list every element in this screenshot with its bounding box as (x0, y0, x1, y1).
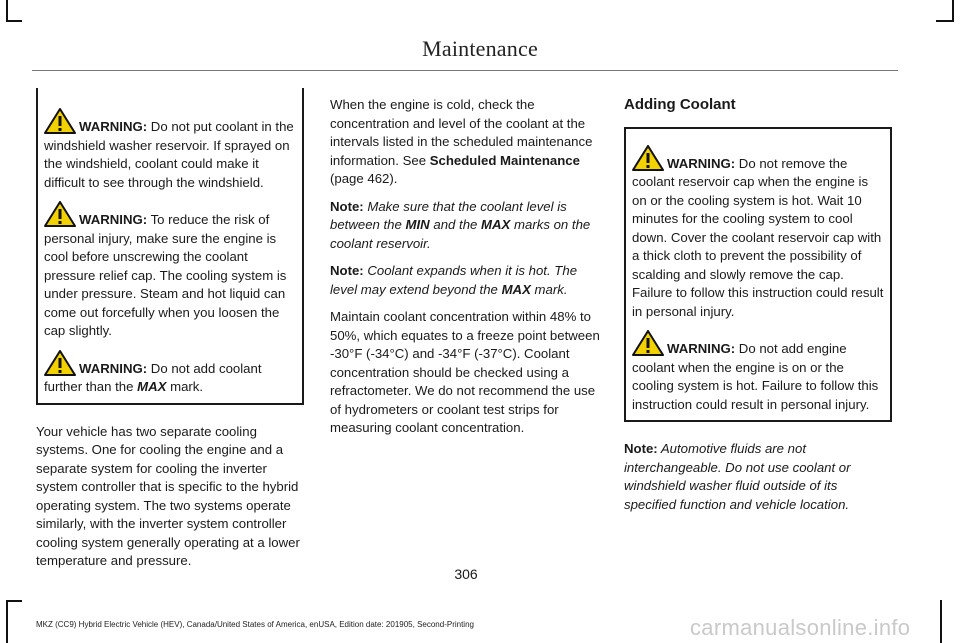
warning-label: WARNING: (79, 360, 148, 376)
warning-3 (44, 350, 298, 397)
max-mark: MAX (501, 281, 531, 297)
page-title: Maintenance (422, 36, 538, 61)
title-divider (32, 70, 898, 71)
scheduled-maintenance-link[interactable]: Scheduled Maintenance (429, 152, 580, 168)
warning-4 (632, 145, 886, 322)
max-mark: MAX (481, 217, 511, 232)
warning-1 (44, 108, 298, 192)
note-text: marks on the coolant reservoir. (330, 217, 591, 251)
note-text: Automotive fluids are not interchangeable. Do not use coolant or windshield washer fluid outside of its specified function and vehicle location. (624, 441, 851, 512)
note-coolant-level (330, 198, 600, 254)
concentration-paragraph: Maintain coolant concentration within 48% to 50%, which equates to a freeze point between -30°F (-34°C) and -34°F (-37°C). Coolant concentration should be checked using a refractometer. We do not recommend the use of hydrometers or coolant test strips for measuring coolant concentration. (330, 309, 600, 435)
column-left (36, 88, 304, 580)
warning-triangle-icon (44, 201, 76, 227)
crop-mark-top-right-h (936, 20, 952, 22)
column-middle (330, 96, 600, 447)
warning-label: WARNING: (79, 212, 148, 227)
warning-triangle-icon (44, 108, 76, 134)
crop-mark-bottom-left-v (6, 600, 8, 643)
warning-text: Do not remove the coolant reservoir cap when the engine is on or the cooling system is hot. Wait 10 minutes for the cooling system to cool down. Cover the coolant reservoir cap with a thick cloth to prevent the possibility of scalding and slowly remove the cap. Failure to follow this instruction could result in personal injury. (632, 155, 884, 319)
paragraph-text: (page 462). (330, 171, 398, 186)
note-text: Coolant expands when it is hot. The level may extend beyond the (330, 263, 578, 297)
warning-label: WARNING: (667, 155, 736, 171)
warning-2 (44, 201, 298, 341)
crop-mark-bottom-right-v (940, 600, 942, 643)
warning-text: To reduce the risk of personal injury, make sure the engine is cool before unscrewing the coolant pressure relief cap. The cooling system is under pressure. Steam and hot liquid can come out forcefully when you loosen the cap slightly. (44, 212, 287, 338)
note-label: Note: (624, 441, 658, 456)
page-number: 306 (454, 566, 478, 582)
watermark: carmanualsonline.info (690, 615, 911, 640)
crop-mark-top-left-v (6, 0, 8, 22)
note-text: and the (429, 217, 482, 232)
warning-5 (632, 330, 886, 414)
max-mark: MAX (137, 379, 167, 394)
crop-mark-bottom-left-h (6, 600, 22, 602)
warning-box-right (624, 127, 892, 423)
check-coolant-paragraph (330, 96, 600, 189)
warning-text: Do not put coolant in the windshield washer reservoir. If sprayed on the windshield, coolant could make it difficult to see through the windshield. (44, 119, 294, 190)
section-heading: Adding Coolant (624, 96, 736, 113)
warning-label: WARNING: (79, 119, 148, 134)
warning-triangle-icon (632, 145, 664, 171)
cooling-systems-paragraph: Your vehicle has two separate cooling systems. One for cooling the engine and a separate system for cooling the inverter system controller that is specific to the hybrid operating system. The two systems operate similarly, with the inverter system controller cooling system generally operating at a lower temperature and pressure. (36, 423, 300, 568)
note-label: Note: (330, 198, 364, 214)
warning-box-left (36, 88, 304, 405)
warning-text: Do not add engine coolant when the engine is on or the cooling system is hot. Failure to follow this instruction could result in personal injury. (632, 341, 879, 412)
paragraph-text: When the engine is cold, check the concentration and level of the coolant at the intervals listed in the scheduled maintenance information. See (330, 97, 593, 168)
note-fluids (624, 440, 892, 514)
note-coolant-expands (330, 262, 600, 299)
note-text: mark. (530, 281, 568, 297)
footer-edition: MKZ (CC9) Hybrid Electric Vehicle (HEV), Canada/United States of America, enUSA, Edition date: 201905, Second-Printing (36, 620, 474, 629)
warning-triangle-icon (44, 350, 76, 376)
warning-triangle-icon (632, 330, 664, 356)
note-label: Note: (330, 263, 364, 278)
crop-mark-top-left-h (6, 20, 22, 22)
note-text: Make sure that the coolant level is between the (330, 198, 567, 232)
min-mark: MIN (405, 217, 430, 232)
warning-label: WARNING: (667, 341, 736, 356)
warning-text: mark. (166, 379, 204, 394)
warning-text: Do not add coolant further than the (44, 360, 262, 394)
crop-mark-top-right-v (952, 0, 954, 22)
column-right (624, 96, 892, 523)
